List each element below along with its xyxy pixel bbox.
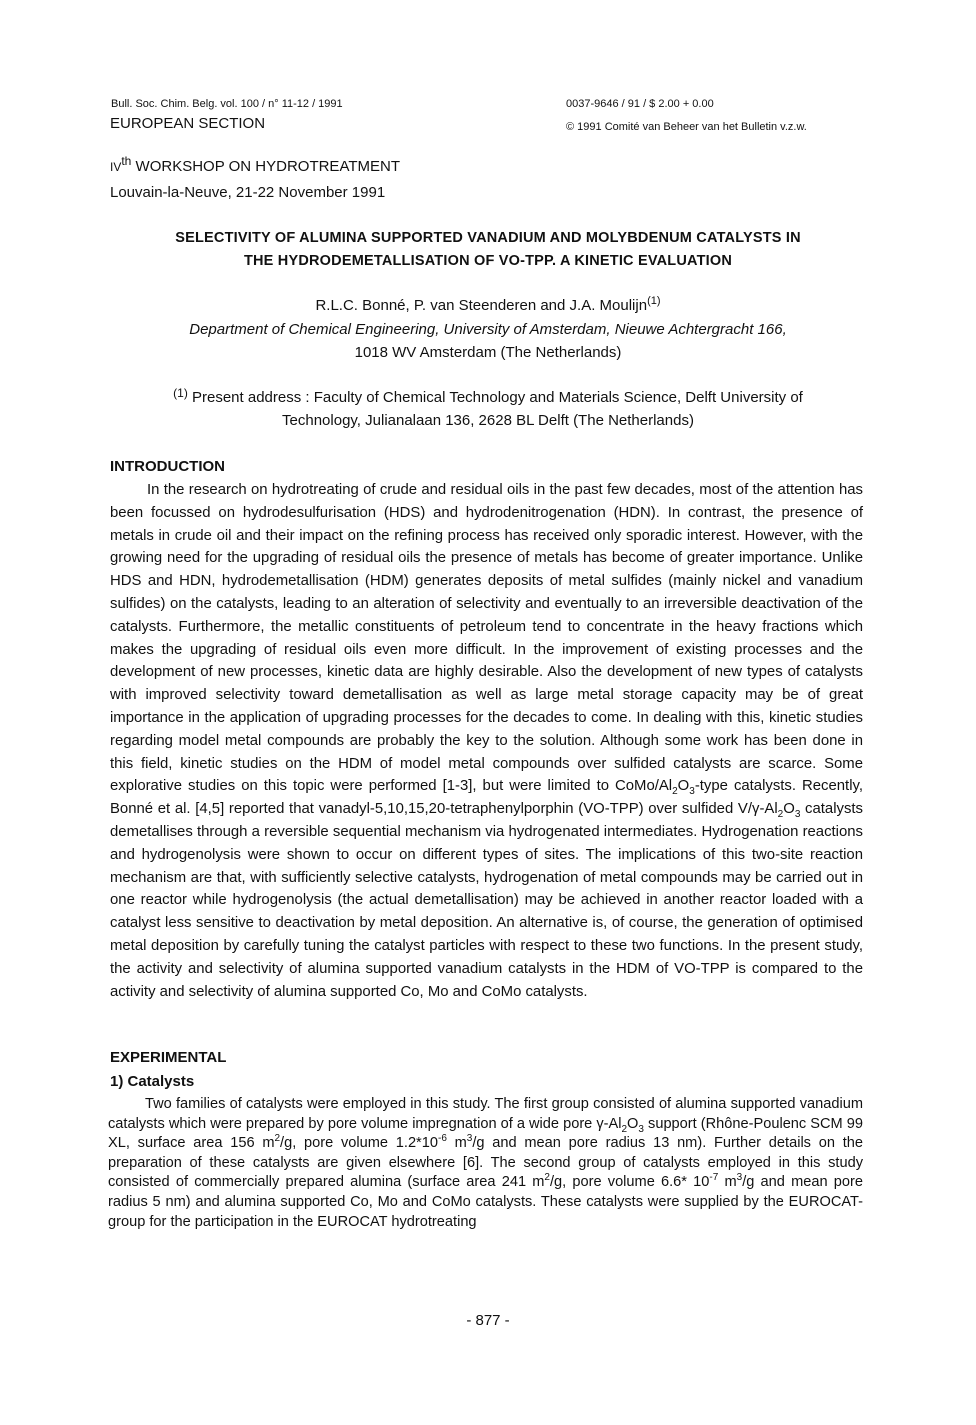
intro-o-b: O <box>783 801 795 818</box>
exp-t6: /g, pore volume 6.6* 10 <box>549 1174 710 1191</box>
exp-p6: 3 <box>736 1172 743 1184</box>
intro-text-b: -type catalysts. Recently, Bonné et al. [4,5] reported that vanadyl-5,10,15,20-tetraphenylporphin (VO-TPP) over sulfided V/γ-Al <box>110 778 863 818</box>
author-footnote-mark: (1) <box>647 295 661 307</box>
journal-citation: Bull. Soc. Chim. Belg. vol. 100 / n° 11-12 / 1991 <box>111 98 343 110</box>
exp-t5: /g and mean pore radius 13 nm). Further details on the preparation of these catalysts are given elsewhere [6]. The second group of catalysts employed in this study consisted of commercially prepared alumina (surface area 241 m <box>108 1135 863 1191</box>
workshop-name: WORKSHOP ON HYDROTREATMENT <box>135 158 400 175</box>
intro-text-c: catalysts demetallises through a reversible sequential mechanism via hydrogenated intermediates. Hydrogenation reactions and hydrogenolysis were shown to occur on different types of sites. The implications of this two-site reaction mechanism are that, with sufficiently selective catalysts, hydrogenation of metal compounds may be carried out in one reactor while hydrogenolysis (the actual demetallisation) may be achieved in another reactor loaded with a catalyst less sensitive to deactivation by metal deposition. An alternative is, of course, the generation of optimised metal deposition by carefully tuning the catalyst particles with respect to these two functions. In the present study, the activity and selectivity of alumina supported vanadium catalysts in the HDM of VO-TPP is compared to the activity and selectivity of alumina supported Co, Mo and CoMo catalysts. <box>110 801 863 1000</box>
exp-t1: Two families of catalysts were employed in this study. The first group consisted of alumina supported vanadium catalysts which were prepared by pore volume impregnation of a wide pore γ-Al <box>108 1096 863 1132</box>
paper-title-line2: THE HYDRODEMETALLISATION OF VO-TPP. A KINETIC EVALUATION <box>243 253 733 269</box>
exp-s2: 3 <box>638 1123 644 1135</box>
experimental-body <box>108 1095 863 1232</box>
introduction-body <box>110 479 863 1003</box>
paper-title-line1: SELECTIVITY OF ALUMINA SUPPORTED VANADIUM AND MOLYBDENUM CATALYSTS IN <box>175 230 801 246</box>
exp-t8: /g and mean pore radius 5 nm) and alumina supported Co, Mo and CoMo catalysts. These catalysts were supplied by the EUROCAT-group for the participation in the EUROCAT hydrotreating <box>108 1174 863 1230</box>
exp-t4: m <box>446 1135 467 1152</box>
exp-s1: 2 <box>621 1123 628 1135</box>
issn-code: 0037-9646 / 91 / $ 2.00 + 0.00 <box>566 98 714 110</box>
intro-sub-2b: 2 <box>777 809 784 821</box>
exp-t7: m <box>718 1174 737 1191</box>
exp-t2: support (Rhône-Poulenc SCM 99 XL, surface area 156 m <box>108 1115 863 1152</box>
exp-p5: -7 <box>709 1172 719 1184</box>
footnote-line1 <box>0 386 976 406</box>
intro-sub-3a: 3 <box>689 786 695 798</box>
exp-o1: O <box>627 1115 639 1132</box>
intro-sub-2a: 2 <box>672 786 678 798</box>
author-affiliation: Department of Chemical Engineering, University of Amsterdam, Nieuwe Achtergracht 166, <box>189 321 787 338</box>
footnote-text-1: Present address : Faculty of Chemical Technology and Materials Science, Delft University of <box>192 389 803 406</box>
journal-section: EUROPEAN SECTION <box>110 115 266 132</box>
footnote-mark: (1) <box>173 386 188 400</box>
catalysts-subheading: 1) Catalysts <box>110 1073 195 1090</box>
workshop-location: Louvain-la-Neuve, 21-22 November 1991 <box>110 184 386 201</box>
intro-sub-3b: 3 <box>794 809 801 821</box>
intro-text-a: In the research on hydrotreating of crude and residual oils in the past few decades, most of the attention has been focussed on hydrodesulfurisation (HDS) and hydrodenitrogenation (HDN). In contrast, the presence of metals in crude oil and their impact on the refining process has received only sporadic interest. However, with the growing need for the upgrading of residual oils the presence of metals has become of greater importance. Unlike HDS and HDN, hydrodemetallisation (HDM) generates deposits of metal sulfides (mainly nickel and vanadium sulfides) on the catalysts, leading to an alteration of selectivity and eventually to an irreversible deactivation of the catalysts. Furthermore, the metallic constituents of petroleum tend to concentrate in the heavy fractions which makes the upgrading of residual oils even more difficult. In the improvement of existing processes and the development of new processes, kinetic data are highly desirable. Also the development of new types of catalysts with improved selectivity toward demetallisation as well as large metal storage capacity may be of great importance in the application of upgrading processes for the decades to come. In dealing with this, kinetic studies regarding model metal compounds are probably the key to the solution. Although some work has been done in this field, kinetic studies on the HDM of model metal compounds over sulfided catalysts are scarce. Some explorative studies on this topic were performed [1-3], but were limited to CoMo/Al <box>110 482 863 795</box>
exp-p2: -6 <box>437 1133 447 1145</box>
intro-o-a: O <box>677 778 690 795</box>
exp-t3: /g, pore volume 1.2*10 <box>280 1135 438 1152</box>
author-city: 1018 WV Amsterdam (The Netherlands) <box>354 344 622 361</box>
workshop-title <box>110 154 400 175</box>
author-list <box>0 297 976 314</box>
introduction-heading: INTRODUCTION <box>110 458 225 475</box>
workshop-ordinal: th <box>121 154 132 168</box>
exp-p1: 2 <box>274 1133 281 1145</box>
exp-p3: 3 <box>466 1133 473 1145</box>
exp-p4: 2 <box>544 1172 550 1184</box>
footnote-line2: Technology, Julianalaan 136, 2628 BL Delft (The Netherlands) <box>282 412 694 429</box>
experimental-heading: EXPERIMENTAL <box>110 1049 227 1066</box>
workshop-roman: IV <box>110 160 122 174</box>
author-names: R.L.C. Bonné, P. van Steenderen and J.A. Moulijn <box>315 297 648 314</box>
page-number: - 877 - <box>466 1312 510 1329</box>
copyright-line: © 1991 Comité van Beheer van het Bulletin v.z.w. <box>566 121 807 133</box>
